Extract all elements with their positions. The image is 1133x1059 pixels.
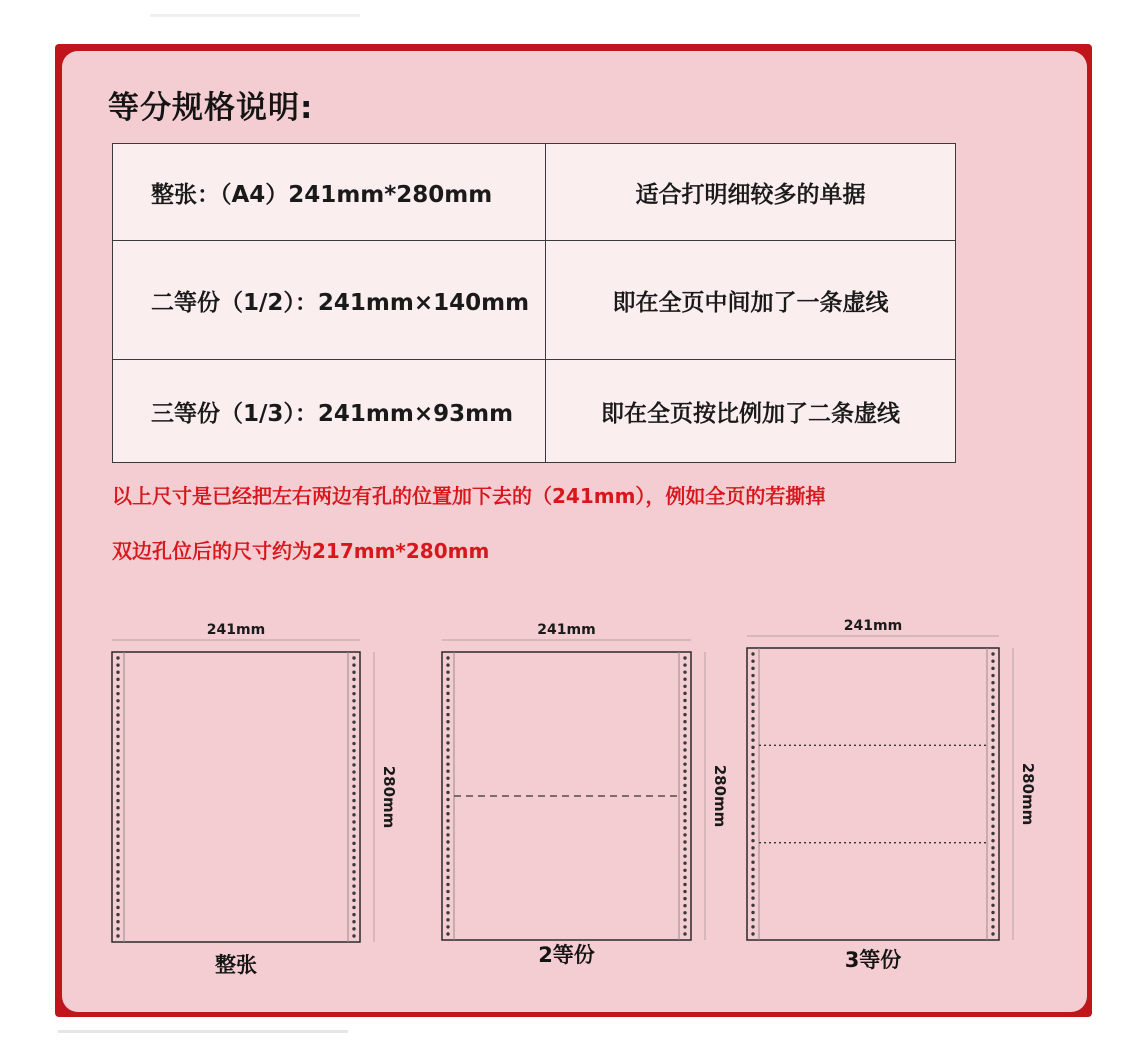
feed-hole [991, 889, 994, 892]
feed-hole [991, 803, 994, 806]
feed-hole [683, 699, 686, 702]
feed-hole [352, 685, 355, 688]
feed-hole [116, 777, 119, 780]
feed-hole [116, 849, 119, 852]
feed-hole [446, 805, 449, 808]
feed-hole [446, 720, 449, 723]
feed-hole [116, 934, 119, 937]
feed-hole [751, 767, 754, 770]
feed-hole [751, 832, 754, 835]
feed-hole [446, 862, 449, 865]
feed-hole [751, 724, 754, 727]
feed-hole [446, 770, 449, 773]
feed-hole [352, 792, 355, 795]
feed-hole [116, 713, 119, 716]
feed-hole [352, 763, 355, 766]
feed-hole [751, 925, 754, 928]
feed-hole [446, 755, 449, 758]
feed-hole [352, 884, 355, 887]
width-label: 241mm [537, 622, 596, 638]
feed-hole [751, 911, 754, 914]
feed-hole [991, 868, 994, 871]
feed-hole [116, 870, 119, 873]
desc-cell: 即在全页中间加了一条虚线 [546, 241, 956, 360]
feed-hole [116, 656, 119, 659]
feed-hole [116, 663, 119, 666]
feed-hole [991, 710, 994, 713]
feed-hole [751, 861, 754, 864]
feed-hole [991, 839, 994, 842]
feed-hole [991, 760, 994, 763]
feed-hole [991, 896, 994, 899]
feed-hole [352, 756, 355, 759]
feed-hole [352, 934, 355, 937]
feed-hole [991, 817, 994, 820]
feed-hole [446, 890, 449, 893]
feed-hole [991, 667, 994, 670]
feed-hole [352, 827, 355, 830]
feed-hole [446, 670, 449, 673]
feed-hole [751, 731, 754, 734]
feed-hole [751, 875, 754, 878]
feed-hole [683, 720, 686, 723]
feed-hole [352, 749, 355, 752]
feed-hole [683, 854, 686, 857]
feed-hole [751, 789, 754, 792]
feed-hole [683, 819, 686, 822]
desc-cell: 适合打明细较多的单据 [546, 144, 956, 241]
feed-hole [991, 767, 994, 770]
feed-hole [446, 840, 449, 843]
feed-hole [116, 671, 119, 674]
feed-hole [683, 755, 686, 758]
feed-hole [352, 706, 355, 709]
feed-hole [751, 846, 754, 849]
height-label: 280mm [380, 765, 398, 829]
feed-hole [116, 913, 119, 916]
height-label: 280mm [1019, 762, 1037, 826]
feed-hole [751, 796, 754, 799]
feed-hole [116, 827, 119, 830]
diagram-caption: 2等份 [538, 943, 595, 967]
feed-hole [991, 731, 994, 734]
feed-hole [116, 856, 119, 859]
feed-hole [751, 882, 754, 885]
feed-hole [446, 784, 449, 787]
feed-hole [446, 883, 449, 886]
feed-hole [683, 798, 686, 801]
feed-hole [116, 728, 119, 731]
feed-hole [683, 897, 686, 900]
feed-hole [116, 792, 119, 795]
feed-hole [116, 813, 119, 816]
feed-hole [683, 869, 686, 872]
feed-hole [446, 706, 449, 709]
feed-hole [751, 753, 754, 756]
feed-hole [352, 835, 355, 838]
feed-hole [446, 819, 449, 822]
feed-hole [683, 692, 686, 695]
feed-hole [446, 748, 449, 751]
feed-hole [446, 734, 449, 737]
width-label: 241mm [206, 622, 266, 638]
feed-hole [116, 884, 119, 887]
feed-hole [991, 674, 994, 677]
feed-hole [446, 876, 449, 879]
feed-hole [116, 863, 119, 866]
spec-cell: 整张：（A4）241mm*280mm [113, 144, 546, 241]
feed-hole [116, 820, 119, 823]
feed-hole [751, 703, 754, 706]
feed-hole [352, 671, 355, 674]
feed-hole [352, 785, 355, 788]
feed-hole [446, 727, 449, 730]
feed-hole [751, 681, 754, 684]
feed-hole [683, 656, 686, 659]
feed-hole [683, 904, 686, 907]
feed-hole [991, 825, 994, 828]
feed-hole [352, 870, 355, 873]
feed-hole [751, 896, 754, 899]
feed-hole [352, 842, 355, 845]
feed-hole [116, 892, 119, 895]
feed-hole [352, 699, 355, 702]
feed-hole [352, 656, 355, 659]
feed-hole [446, 847, 449, 850]
paper-sheet [112, 652, 360, 942]
feed-hole [116, 692, 119, 695]
feed-hole [446, 713, 449, 716]
diagram-caption: 整张 [215, 953, 257, 977]
feed-hole [446, 897, 449, 900]
feed-hole [683, 670, 686, 673]
table-row [113, 241, 956, 360]
feed-hole [991, 717, 994, 720]
feed-hole [446, 925, 449, 928]
feed-hole [352, 720, 355, 723]
feed-hole [116, 770, 119, 773]
feed-hole [116, 806, 119, 809]
feed-hole [352, 813, 355, 816]
feed-hole [116, 763, 119, 766]
feed-hole [683, 833, 686, 836]
feed-hole [991, 932, 994, 935]
feed-hole [991, 861, 994, 864]
width-label: 241mm [843, 618, 903, 634]
spec-table [112, 143, 956, 463]
feed-hole [446, 904, 449, 907]
feed-hole [352, 735, 355, 738]
feed-hole [991, 810, 994, 813]
feed-hole [751, 738, 754, 741]
feed-hole [683, 847, 686, 850]
feed-hole [683, 706, 686, 709]
feed-hole [116, 706, 119, 709]
feed-hole [116, 842, 119, 845]
feed-hole [751, 868, 754, 871]
feed-hole [751, 889, 754, 892]
feed-hole [352, 892, 355, 895]
feed-hole [991, 875, 994, 878]
feed-hole [751, 674, 754, 677]
feed-hole [446, 798, 449, 801]
feed-hole [751, 760, 754, 763]
diagram-caption: 3等份 [844, 948, 902, 972]
feed-hole [683, 777, 686, 780]
feed-hole [352, 899, 355, 902]
feed-hole [683, 826, 686, 829]
feed-hole [116, 799, 119, 802]
feed-hole [446, 777, 449, 780]
feed-hole [352, 927, 355, 930]
feed-hole [991, 904, 994, 907]
feed-hole [352, 877, 355, 880]
feed-hole [991, 846, 994, 849]
feed-hole [116, 877, 119, 880]
feed-hole [991, 789, 994, 792]
feed-hole [683, 862, 686, 865]
feed-hole [751, 782, 754, 785]
feed-hole [683, 876, 686, 879]
feed-hole [683, 840, 686, 843]
feed-hole [991, 681, 994, 684]
feed-hole [751, 904, 754, 907]
paper-sheet [747, 648, 999, 940]
feed-hole [751, 817, 754, 820]
feed-hole [116, 678, 119, 681]
feed-hole [991, 688, 994, 691]
feed-hole [683, 678, 686, 681]
feed-hole [683, 812, 686, 815]
feed-hole [991, 774, 994, 777]
feed-hole [751, 659, 754, 662]
feed-hole [991, 925, 994, 928]
feed-hole [991, 853, 994, 856]
paper-diagram-svg [62, 600, 1087, 1000]
feed-hole [991, 832, 994, 835]
feed-hole [446, 791, 449, 794]
feed-hole [446, 699, 449, 702]
feed-hole [352, 913, 355, 916]
feed-hole [446, 663, 449, 666]
feed-hole [352, 742, 355, 745]
feed-hole [751, 717, 754, 720]
feed-hole [352, 863, 355, 866]
note-line-1: 以上尺寸是已经把左右两边有孔的位置加下去的（241mm），例如全页的若撕掉 [112, 484, 826, 508]
feed-hole [116, 742, 119, 745]
feed-hole [991, 782, 994, 785]
feed-hole [991, 724, 994, 727]
feed-hole [352, 678, 355, 681]
feed-hole [446, 692, 449, 695]
page-title: 等分规格说明: [108, 90, 314, 126]
feed-hole [683, 890, 686, 893]
feed-hole [446, 656, 449, 659]
feed-hole [683, 883, 686, 886]
feed-hole [116, 920, 119, 923]
feed-hole [446, 911, 449, 914]
feed-hole [751, 710, 754, 713]
feed-hole [116, 785, 119, 788]
feed-hole [352, 906, 355, 909]
feed-hole [446, 678, 449, 681]
feed-hole [352, 713, 355, 716]
spec-cell: 二等份（1/2）：241mm×140mm [113, 241, 546, 360]
feed-hole [116, 756, 119, 759]
feed-hole [352, 849, 355, 852]
feed-hole [751, 695, 754, 698]
feed-hole [751, 746, 754, 749]
feed-hole [446, 812, 449, 815]
feed-hole [683, 805, 686, 808]
table-row [113, 360, 956, 463]
feed-hole [446, 918, 449, 921]
feed-hole [751, 774, 754, 777]
feed-hole [683, 713, 686, 716]
bottom-faint-line [58, 1030, 348, 1033]
feed-hole [116, 899, 119, 902]
feed-hole [751, 825, 754, 828]
table-row [113, 144, 956, 241]
feed-hole [991, 746, 994, 749]
feed-hole [991, 659, 994, 662]
feed-hole [683, 925, 686, 928]
feed-hole [683, 741, 686, 744]
feed-hole [116, 699, 119, 702]
feed-hole [352, 806, 355, 809]
feed-hole [116, 749, 119, 752]
feed-hole [352, 799, 355, 802]
feed-hole [446, 854, 449, 857]
feed-hole [446, 685, 449, 688]
feed-hole [683, 685, 686, 688]
feed-hole [683, 762, 686, 765]
feed-hole [352, 777, 355, 780]
feed-hole [991, 796, 994, 799]
feed-hole [683, 784, 686, 787]
feed-hole [352, 856, 355, 859]
desc-cell: 即在全页按比例加了二条虚线 [546, 360, 956, 463]
feed-hole [446, 741, 449, 744]
feed-hole [683, 663, 686, 666]
feed-hole [683, 727, 686, 730]
feed-hole [683, 918, 686, 921]
feed-hole [683, 748, 686, 751]
spec-cell: 三等份（1/3）：241mm×93mm [113, 360, 546, 463]
feed-hole [446, 826, 449, 829]
feed-hole [446, 932, 449, 935]
feed-hole [991, 703, 994, 706]
feed-hole [991, 738, 994, 741]
feed-hole [751, 688, 754, 691]
feed-hole [683, 734, 686, 737]
feed-hole [751, 652, 754, 655]
feed-hole [352, 728, 355, 731]
feed-hole [352, 663, 355, 666]
feed-hole [683, 770, 686, 773]
feed-hole [751, 803, 754, 806]
feed-hole [116, 835, 119, 838]
feed-hole [991, 652, 994, 655]
top-faint-line [150, 14, 360, 17]
feed-hole [751, 853, 754, 856]
feed-hole [751, 810, 754, 813]
paper-diagrams [62, 600, 1087, 1000]
feed-hole [991, 918, 994, 921]
height-label: 280mm [711, 764, 729, 828]
feed-hole [352, 692, 355, 695]
feed-hole [683, 791, 686, 794]
feed-hole [446, 833, 449, 836]
feed-hole [352, 920, 355, 923]
feed-hole [991, 882, 994, 885]
feed-hole [116, 735, 119, 738]
feed-hole [751, 932, 754, 935]
feed-hole [991, 911, 994, 914]
feed-hole [991, 753, 994, 756]
feed-hole [751, 918, 754, 921]
feed-hole [446, 869, 449, 872]
feed-hole [683, 911, 686, 914]
feed-hole [991, 695, 994, 698]
feed-hole [683, 932, 686, 935]
feed-hole [116, 906, 119, 909]
feed-hole [446, 762, 449, 765]
feed-hole [116, 685, 119, 688]
note-line-2: 双边孔位后的尺寸约为217mm*280mm [112, 539, 490, 563]
feed-hole [352, 820, 355, 823]
feed-hole [751, 667, 754, 670]
feed-hole [751, 839, 754, 842]
feed-hole [116, 720, 119, 723]
feed-hole [116, 927, 119, 930]
feed-hole [352, 770, 355, 773]
